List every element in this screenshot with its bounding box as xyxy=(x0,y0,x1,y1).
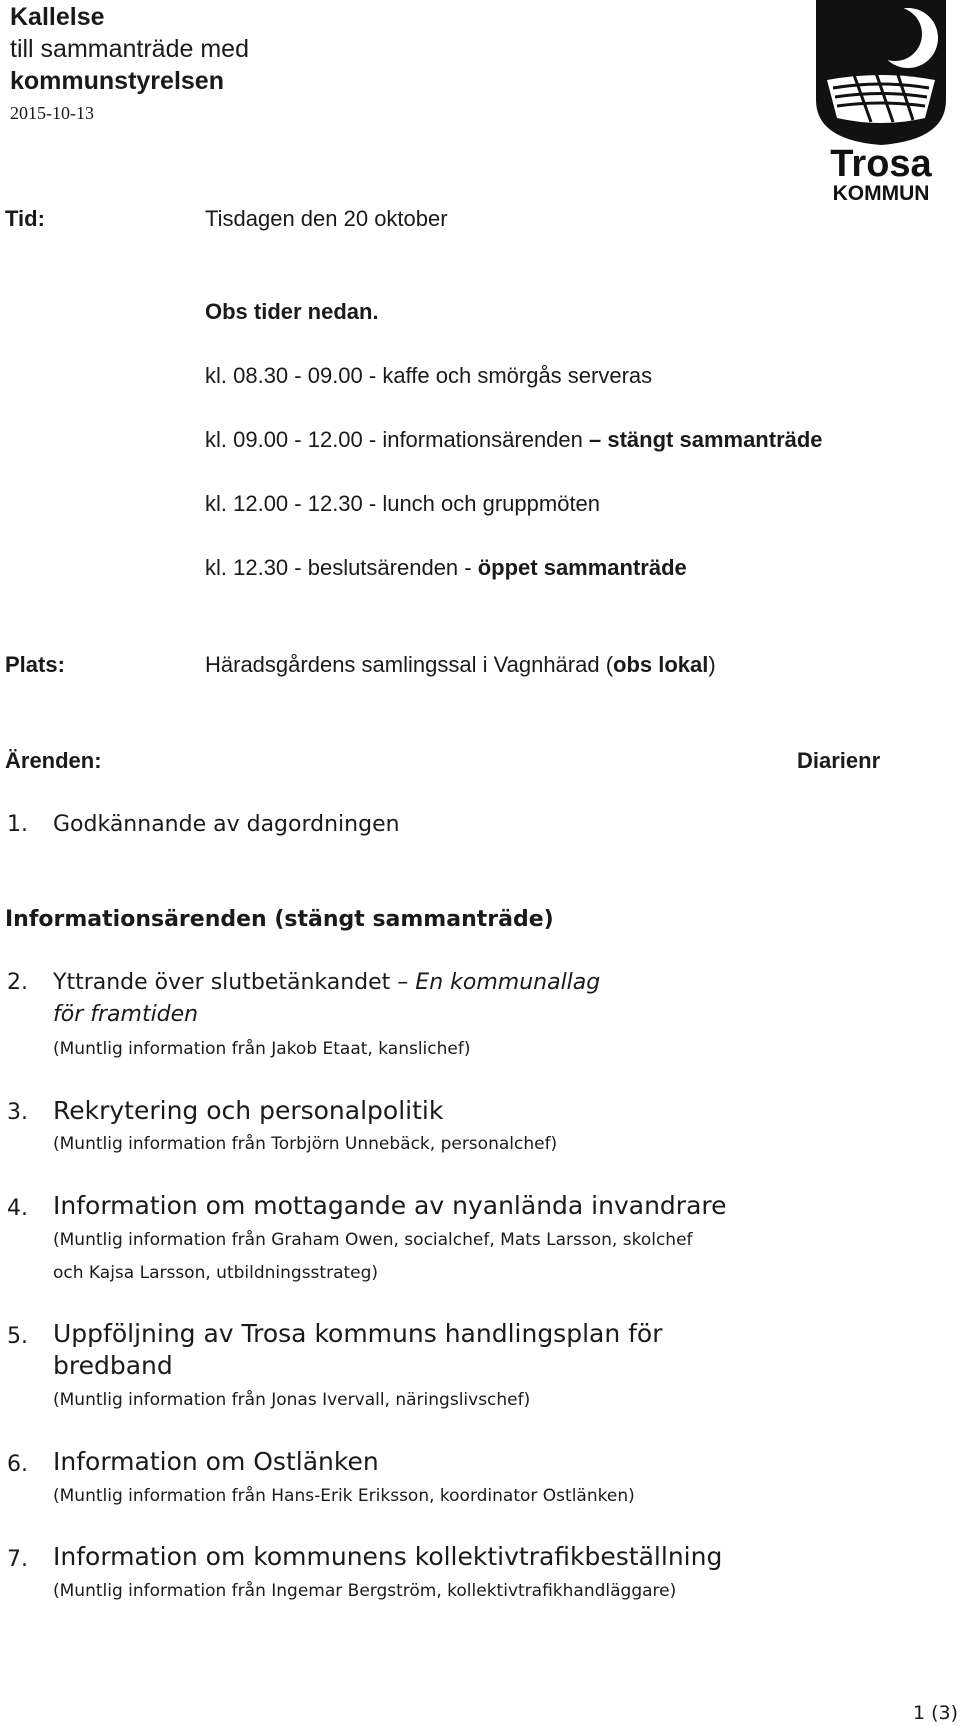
plats-label: Plats: xyxy=(5,652,65,677)
item-subtitle: (Muntlig information från Ingemar Bergström, kollektivtrafikhandläggare) xyxy=(53,1581,677,1601)
item-number: 1. xyxy=(7,812,28,837)
schedule-line xyxy=(205,555,687,581)
tid-note: Obs tider nedan. xyxy=(205,299,379,324)
schedule-text: kl. 08.30 - 09.00 - kaffe och smörgås serveras xyxy=(205,363,653,388)
page-number: 1 (3) xyxy=(912,1702,958,1725)
item-title-cont: för framtiden xyxy=(53,1002,199,1027)
item-title: Rekrytering och personalpolitik xyxy=(53,1096,444,1125)
logo-text: Trosa xyxy=(830,143,932,185)
document-subtitle: till sammanträde med xyxy=(10,35,249,63)
schedule-line xyxy=(205,427,823,453)
item-subtitle: (Muntlig information från Jonas Ivervall, näringslivschef) xyxy=(53,1390,531,1410)
item-subtitle: (Muntlig information från Jakob Etaat, kanslichef) xyxy=(53,1039,471,1059)
tid-label: Tid: xyxy=(5,206,45,231)
item-title: Information om kommunens kollektivtrafikbeställning xyxy=(53,1542,723,1571)
item-number: 3. xyxy=(7,1100,28,1125)
item-title-cont: bredband xyxy=(53,1351,173,1380)
document-title: Kallelse xyxy=(10,3,105,31)
item-number: 7. xyxy=(7,1547,28,1572)
item-number: 6. xyxy=(7,1452,28,1477)
diarienr-label: Diarienr xyxy=(797,748,881,773)
item-title: Uppföljning av Trosa kommuns handlingsplan för xyxy=(53,1319,663,1348)
item-title: Information om mottagande av nyanlända invandrare xyxy=(53,1191,727,1220)
item-title: Godkännande av dagordningen xyxy=(53,812,400,837)
schedule-line xyxy=(205,491,600,517)
trosa-kommun-logo xyxy=(813,0,949,205)
schedule-text: kl. 12.30 - beslutsärenden - xyxy=(205,555,478,580)
item-title: Yttrande över slutbetänkandet – En kommunallag xyxy=(53,970,601,995)
item-title: Information om Ostlänken xyxy=(53,1447,379,1476)
schedule-sep: – xyxy=(582,427,608,452)
document-subtitle-body: kommunstyrelsen xyxy=(10,67,224,95)
plats-value: Häradsgårdens samlingssal i Vagnhärad (obs lokal) xyxy=(205,652,716,677)
item-subtitle: (Muntlig information från Graham Owen, socialchef, Mats Larsson, skolchef xyxy=(53,1230,693,1250)
logo-subtext: KOMMUN xyxy=(832,182,930,205)
item-number: 2. xyxy=(7,970,28,995)
item-subtitle: (Muntlig information från Torbjörn Unnebäck, personalchef) xyxy=(53,1134,558,1154)
section-heading: Informationsärenden (stängt sammanträde) xyxy=(5,907,554,932)
item-number: 5. xyxy=(7,1324,28,1349)
schedule-bold: öppet sammanträde xyxy=(477,555,687,580)
document-date: 2015-10-13 xyxy=(10,103,94,123)
tid-value: Tisdagen den 20 oktober xyxy=(205,206,448,231)
schedule-bold: stängt sammanträde xyxy=(607,427,823,452)
schedule-line xyxy=(205,363,652,389)
item-subtitle: (Muntlig information från Hans-Erik Eriksson, koordinator Ostlänken) xyxy=(53,1486,635,1506)
item-number: 4. xyxy=(7,1196,28,1221)
schedule-text: kl. 09.00 - 12.00 - informationsärenden xyxy=(205,427,583,452)
schedule-text: kl. 12.00 - 12.30 - lunch och gruppmöten xyxy=(205,491,601,516)
item-subtitle-cont: och Kajsa Larsson, utbildningsstrateg) xyxy=(53,1263,379,1283)
arenden-label: Ärenden: xyxy=(5,748,102,773)
